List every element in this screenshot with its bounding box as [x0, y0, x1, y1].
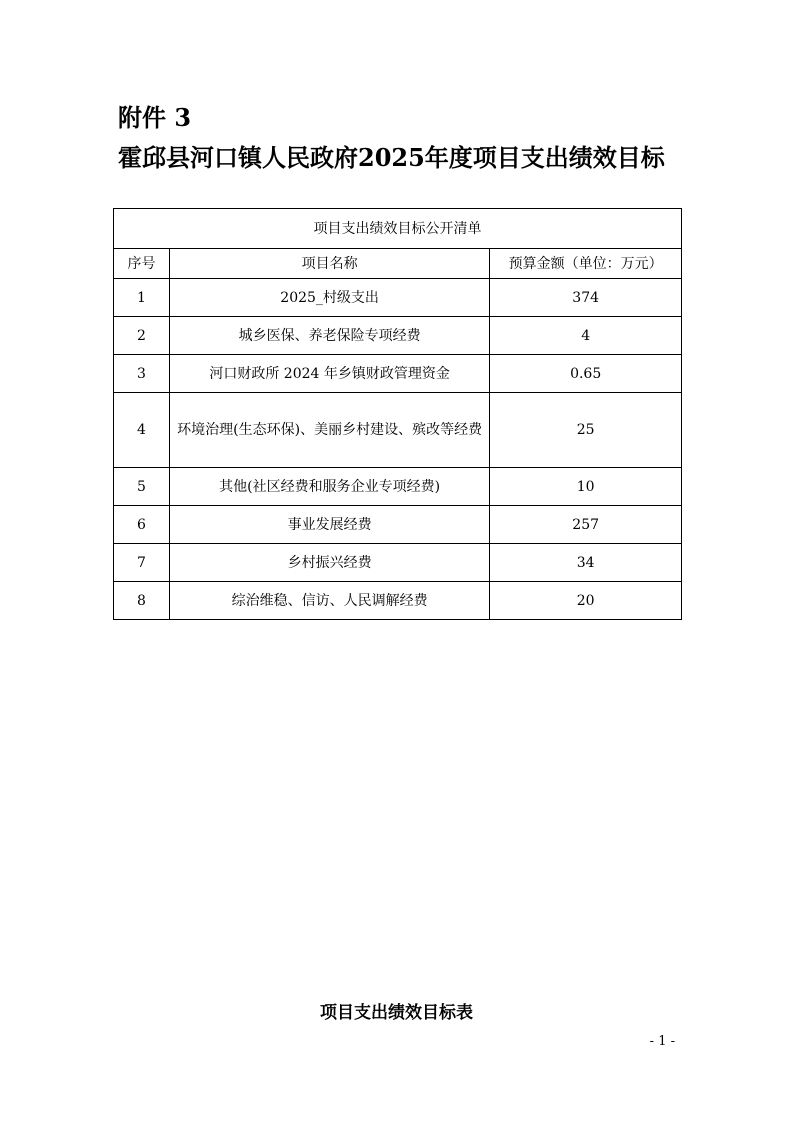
budget-table: [113, 208, 682, 620]
row-project-name: 其他(社区经费和服务企业专项经费): [169, 468, 489, 506]
table-row: [114, 279, 682, 317]
table-row: [114, 355, 682, 393]
column-header-index: 序号: [114, 249, 170, 279]
row-amount: 20: [490, 582, 682, 620]
row-amount: 25: [490, 393, 682, 468]
row-amount: 4: [490, 317, 682, 355]
row-project-name: 综治维稳、信访、人民调解经费: [169, 582, 489, 620]
table-header-row: [114, 249, 682, 279]
section-title: 项目支出绩效目标表: [320, 1003, 473, 1023]
row-project-name: 2025_村级支出: [169, 279, 489, 317]
table-caption-row: [114, 209, 682, 249]
row-amount: 34: [490, 544, 682, 582]
row-project-name: 河口财政所 2024 年乡镇财政管理资金: [169, 355, 489, 393]
table-row: [114, 582, 682, 620]
table-row: [114, 468, 682, 506]
table-caption: 项目支出绩效目标公开清单: [114, 209, 682, 249]
row-amount: 257: [490, 506, 682, 544]
column-header-name: 项目名称: [169, 249, 489, 279]
row-amount: 374: [490, 279, 682, 317]
table-row: [114, 544, 682, 582]
row-index: 7: [114, 544, 170, 582]
row-index: 1: [114, 279, 170, 317]
row-project-name: 城乡医保、养老保险专项经费: [169, 317, 489, 355]
row-project-name: 环境治理(生态环保)、美丽乡村建设、殡改等经费: [169, 393, 489, 468]
row-index: 3: [114, 355, 170, 393]
table-row: [114, 393, 682, 468]
row-amount: 10: [490, 468, 682, 506]
row-index: 5: [114, 468, 170, 506]
row-project-name: 乡村振兴经费: [169, 544, 489, 582]
row-index: 4: [114, 393, 170, 468]
row-amount: 0.65: [490, 355, 682, 393]
page-number: - 1 -: [649, 1034, 675, 1049]
row-index: 2: [114, 317, 170, 355]
row-project-name: 事业发展经费: [169, 506, 489, 544]
row-index: 6: [114, 506, 170, 544]
column-header-amount: 预算金额（单位：万元）: [490, 249, 682, 279]
document-title: 霍邱县河口镇人民政府2025年度项目支出绩效目标: [118, 143, 665, 172]
attachment-label: 附件 3: [118, 103, 192, 132]
table-row: [114, 317, 682, 355]
table-row: [114, 506, 682, 544]
row-index: 8: [114, 582, 170, 620]
